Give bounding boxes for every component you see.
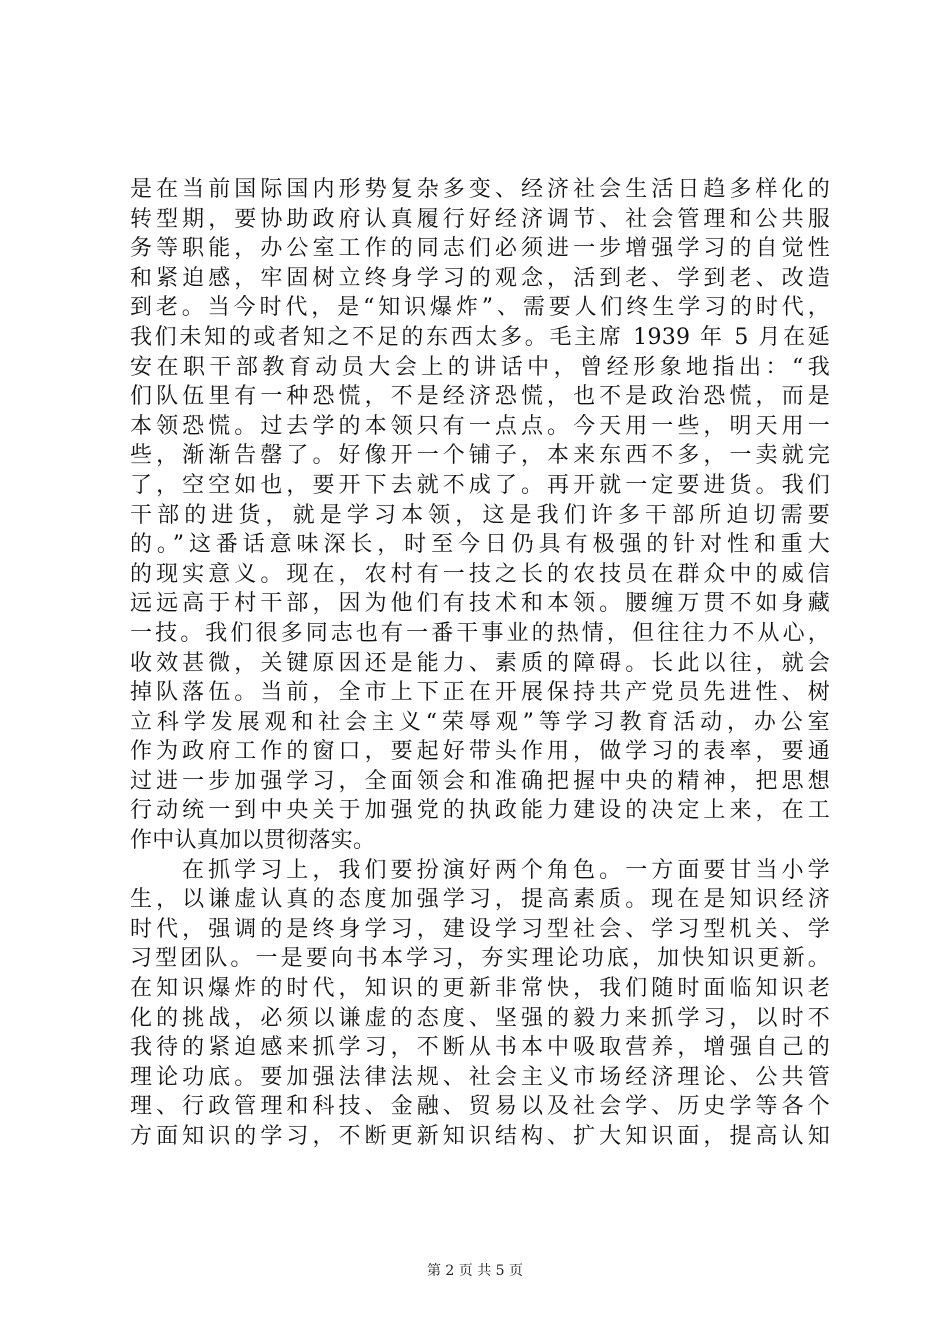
text-line: 本领恐慌。过去学的本领只有一点点。今天用一些，明天用一: [130, 413, 830, 439]
text-line: 在知识爆炸的时代，知识的更新非常快，我们随时面临知识老: [130, 976, 830, 1002]
body-text: [130, 175, 830, 1152]
text-line: 时代，强调的是终身学习，建设学习型社会、学习型机关、学: [130, 916, 830, 942]
page-footer: [0, 1262, 950, 1280]
text-line: 转型期，要协助政府认真履行好经济调节、社会管理和公共服: [130, 206, 830, 232]
text-line: 了，空空如也，要开下去就不成了。再开就一定要进货。我们: [130, 472, 830, 498]
text-line: 化的挑战，必须以谦虚的态度、坚强的毅力来抓学习，以时不: [130, 1005, 830, 1031]
text-line: 方面知识的学习，不断更新知识结构、扩大知识面，提高认知: [130, 1124, 830, 1149]
text-line: 理、行政管理和科技、金融、贸易以及社会学、历史学等各个: [130, 1094, 830, 1120]
text-line: 一技。我们很多同志也有一番干事业的热情，但往往力不从心，: [130, 620, 830, 646]
text-line: 远远高于村干部，因为他们有技术和本领。腰缠万贯不如身藏: [130, 591, 830, 617]
text-line: 我待的紧迫感来抓学习，不断从书本中吸取营养，增强自己的: [130, 1035, 830, 1061]
text-line: 习型团队。一是要向书本学习，夯实理论功底，加快知识更新。: [130, 946, 830, 972]
text-line: 我们未知的或者知之不足的东西太多。毛主席 1939 年 5 月在延: [130, 324, 830, 350]
text-line: 安在职干部教育动员大会上的讲话中，曾经形象地指出：“我: [130, 354, 830, 380]
paragraph-1: [130, 175, 830, 856]
text-line: 立科学发展观和社会主义“荣辱观”等学习教育活动，办公室: [130, 709, 830, 735]
paragraph-2: [130, 856, 830, 1152]
text-line: 行动统一到中央关于加强党的执政能力建设的决定上来，在工: [130, 798, 830, 824]
page-number-label: 第 2 页 共 5 页: [426, 1263, 524, 1279]
text-line: 务等职能，办公室工作的同志们必须进一步增强学习的自觉性: [130, 236, 830, 262]
text-line: 过进一步加强学习，全面领会和准确把握中央的精神，把思想: [130, 768, 830, 794]
text-line: 在抓学习上，我们要扮演好两个角色。一方面要甘当小学: [182, 857, 830, 883]
text-line: 的。”这番话意味深长，时至今日仍具有极强的针对性和重大: [130, 532, 830, 558]
text-line: 掉队落伍。当前，全市上下正在开展保持共产党员先进性、树: [130, 680, 830, 706]
text-line: 收效甚微，关键原因还是能力、素质的障碍。长此以往，就会: [130, 650, 830, 676]
text-line: 理论功底。要加强法律法规、社会主义市场经济理论、公共管: [130, 1064, 830, 1090]
text-line: 和紧迫感，牢固树立终身学习的观念，活到老、学到老、改造: [130, 265, 830, 291]
text-line: 是在当前国际国内形势复杂多变、经济社会生活日趋多样化的: [130, 177, 830, 202]
text-line: 们队伍里有一种恐慌，不是经济恐慌，也不是政治恐慌，而是: [130, 384, 830, 410]
text-line: 生，以谦虚认真的态度加强学习，提高素质。现在是知识经济: [130, 887, 830, 913]
text-line: 干部的进货，就是学习本领，这是我们许多干部所迫切需要: [130, 502, 830, 528]
text-line: 到老。当今时代，是“知识爆炸”、需要人们终生学习的时代，: [130, 295, 830, 321]
text-line: 的现实意义。现在，农村有一技之长的农技员在群众中的威信: [130, 561, 830, 587]
text-line: 作中认真加以贯彻落实。: [130, 828, 376, 854]
text-line: 些，渐渐告罄了。好像开一个铺子，本来东西不多，一卖就完: [130, 443, 830, 469]
text-line: 作为政府工作的窗口，要起好带头作用，做学习的表率，要通: [130, 739, 830, 765]
